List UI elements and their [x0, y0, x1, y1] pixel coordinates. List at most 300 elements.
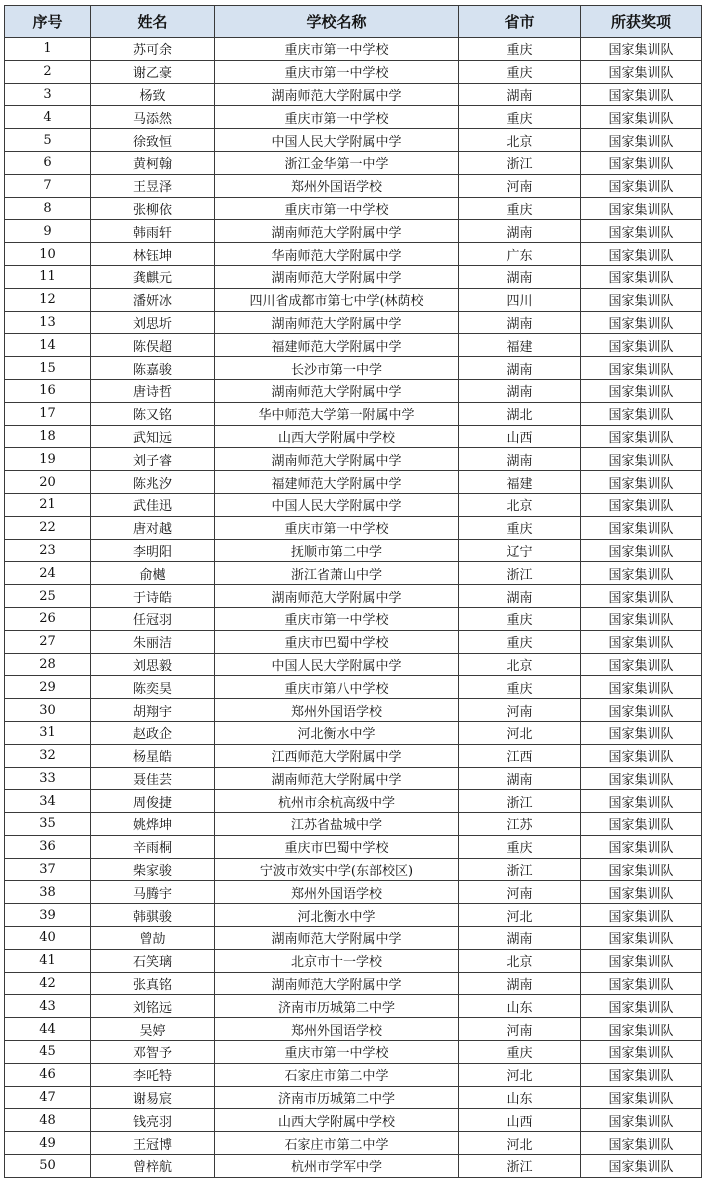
table-row: [5, 425, 702, 448]
cell-name: 聂佳芸: [91, 767, 215, 790]
cell-index: 16: [5, 379, 91, 402]
cell-name: 潘妍冰: [91, 288, 215, 311]
cell-name: 张真铭: [91, 972, 215, 995]
cell-index: 29: [5, 676, 91, 699]
cell-award: 国家集训队: [581, 1155, 702, 1178]
cell-school: 浙江省萧山中学: [215, 562, 459, 585]
cell-name: 钱亮羽: [91, 1109, 215, 1132]
table-row: [5, 1109, 702, 1132]
cell-award: 国家集训队: [581, 1132, 702, 1155]
cell-award: 国家集训队: [581, 585, 702, 608]
table-row: [5, 357, 702, 380]
table-row: [5, 1041, 702, 1064]
cell-award: 国家集训队: [581, 1109, 702, 1132]
cell-index: 19: [5, 448, 91, 471]
cell-name: 马添然: [91, 106, 215, 129]
cell-index: 26: [5, 607, 91, 630]
table-row: [5, 60, 702, 83]
cell-school: 重庆市第一中学校: [215, 106, 459, 129]
cell-school: 湖南师范大学附属中学: [215, 448, 459, 471]
cell-name: 谢乙豪: [91, 60, 215, 83]
cell-index: 43: [5, 995, 91, 1018]
table-body: [5, 38, 702, 1178]
table-row: [5, 220, 702, 243]
header-row: [5, 6, 702, 38]
cell-school: 抚顺市第二中学: [215, 539, 459, 562]
cell-province: 河南: [459, 1018, 581, 1041]
table-header: [5, 6, 702, 38]
cell-name: 张柳依: [91, 197, 215, 220]
cell-school: 郑州外国语学校: [215, 881, 459, 904]
cell-name: 吴婷: [91, 1018, 215, 1041]
cell-index: 10: [5, 243, 91, 266]
cell-province: 山东: [459, 1086, 581, 1109]
cell-province: 重庆: [459, 197, 581, 220]
cell-name: 刘思毅: [91, 653, 215, 676]
cell-index: 39: [5, 904, 91, 927]
cell-index: 25: [5, 585, 91, 608]
table-row: [5, 379, 702, 402]
cell-award: 国家集训队: [581, 1041, 702, 1064]
cell-name: 马腾宇: [91, 881, 215, 904]
header-index: 序号: [5, 6, 91, 38]
cell-province: 湖北: [459, 402, 581, 425]
cell-name: 周俊捷: [91, 790, 215, 813]
cell-name: 陈嘉骏: [91, 357, 215, 380]
cell-province: 北京: [459, 949, 581, 972]
cell-index: 41: [5, 949, 91, 972]
cell-school: 山西大学附属中学校: [215, 1109, 459, 1132]
cell-award: 国家集训队: [581, 949, 702, 972]
cell-school: 湖南师范大学附属中学: [215, 379, 459, 402]
table-row: [5, 790, 702, 813]
cell-name: 刘铭远: [91, 995, 215, 1018]
cell-school: 重庆市巴蜀中学校: [215, 835, 459, 858]
table-row: [5, 311, 702, 334]
cell-award: 国家集训队: [581, 767, 702, 790]
cell-index: 47: [5, 1086, 91, 1109]
cell-province: 重庆: [459, 106, 581, 129]
cell-school: 北京市十一学校: [215, 949, 459, 972]
cell-school: 湖南师范大学附属中学: [215, 972, 459, 995]
cell-name: 辛雨桐: [91, 835, 215, 858]
award-list-table: [4, 5, 702, 1178]
cell-school: 山西大学附属中学校: [215, 425, 459, 448]
cell-name: 李吒特: [91, 1063, 215, 1086]
table-row: [5, 767, 702, 790]
cell-province: 重庆: [459, 60, 581, 83]
cell-province: 湖南: [459, 927, 581, 950]
cell-index: 20: [5, 471, 91, 494]
cell-index: 46: [5, 1063, 91, 1086]
cell-index: 36: [5, 835, 91, 858]
cell-province: 重庆: [459, 38, 581, 61]
table-row: [5, 562, 702, 585]
cell-index: 48: [5, 1109, 91, 1132]
cell-index: 34: [5, 790, 91, 813]
cell-province: 北京: [459, 493, 581, 516]
cell-award: 国家集训队: [581, 129, 702, 152]
cell-school: 湖南师范大学附属中学: [215, 927, 459, 950]
cell-index: 31: [5, 721, 91, 744]
cell-award: 国家集训队: [581, 653, 702, 676]
cell-name: 韩骐骏: [91, 904, 215, 927]
cell-index: 22: [5, 516, 91, 539]
cell-name: 曾梓航: [91, 1155, 215, 1178]
cell-index: 5: [5, 129, 91, 152]
cell-index: 30: [5, 699, 91, 722]
table-row: [5, 653, 702, 676]
cell-name: 朱丽洁: [91, 630, 215, 653]
cell-name: 任冠羽: [91, 607, 215, 630]
cell-name: 曾劼: [91, 927, 215, 950]
cell-index: 45: [5, 1041, 91, 1064]
table-row: [5, 493, 702, 516]
cell-award: 国家集训队: [581, 357, 702, 380]
cell-award: 国家集训队: [581, 516, 702, 539]
cell-province: 浙江: [459, 562, 581, 585]
cell-name: 赵政企: [91, 721, 215, 744]
award-list-table-container: [4, 5, 702, 1178]
cell-school: 长沙市第一中学: [215, 357, 459, 380]
cell-province: 河北: [459, 1132, 581, 1155]
cell-school: 河北衡水中学: [215, 721, 459, 744]
cell-province: 福建: [459, 334, 581, 357]
table-row: [5, 448, 702, 471]
cell-school: 福建师范大学附属中学: [215, 471, 459, 494]
table-row: [5, 1155, 702, 1178]
cell-province: 重庆: [459, 607, 581, 630]
cell-name: 王昱泽: [91, 174, 215, 197]
table-row: [5, 1018, 702, 1041]
cell-province: 河北: [459, 1063, 581, 1086]
cell-province: 山西: [459, 425, 581, 448]
table-row: [5, 243, 702, 266]
table-row: [5, 699, 702, 722]
cell-province: 浙江: [459, 151, 581, 174]
cell-index: 24: [5, 562, 91, 585]
table-row: [5, 288, 702, 311]
cell-school: 中国人民大学附属中学: [215, 493, 459, 516]
cell-school: 宁波市效实中学(东部校区): [215, 858, 459, 881]
cell-name: 武知远: [91, 425, 215, 448]
cell-index: 23: [5, 539, 91, 562]
cell-index: 49: [5, 1132, 91, 1155]
table-row: [5, 995, 702, 1018]
cell-school: 重庆市第一中学校: [215, 38, 459, 61]
cell-name: 姚烨坤: [91, 813, 215, 836]
cell-province: 重庆: [459, 516, 581, 539]
cell-award: 国家集训队: [581, 38, 702, 61]
cell-school: 郑州外国语学校: [215, 1018, 459, 1041]
cell-award: 国家集训队: [581, 379, 702, 402]
cell-name: 胡翔宇: [91, 699, 215, 722]
cell-name: 石笑璃: [91, 949, 215, 972]
cell-province: 辽宁: [459, 539, 581, 562]
cell-award: 国家集训队: [581, 151, 702, 174]
table-row: [5, 858, 702, 881]
cell-province: 山西: [459, 1109, 581, 1132]
cell-award: 国家集训队: [581, 243, 702, 266]
table-row: [5, 904, 702, 927]
cell-province: 浙江: [459, 1155, 581, 1178]
cell-province: 广东: [459, 243, 581, 266]
cell-school: 江西师范大学附属中学: [215, 744, 459, 767]
table-row: [5, 471, 702, 494]
cell-index: 21: [5, 493, 91, 516]
cell-award: 国家集训队: [581, 197, 702, 220]
cell-award: 国家集训队: [581, 334, 702, 357]
cell-school: 福建师范大学附属中学: [215, 334, 459, 357]
cell-award: 国家集训队: [581, 744, 702, 767]
cell-school: 重庆市第一中学校: [215, 1041, 459, 1064]
cell-name: 刘思圻: [91, 311, 215, 334]
cell-province: 湖南: [459, 379, 581, 402]
cell-province: 湖南: [459, 585, 581, 608]
cell-award: 国家集训队: [581, 676, 702, 699]
cell-award: 国家集训队: [581, 562, 702, 585]
cell-province: 山东: [459, 995, 581, 1018]
table-row: [5, 174, 702, 197]
cell-name: 苏可余: [91, 38, 215, 61]
cell-award: 国家集训队: [581, 813, 702, 836]
cell-index: 7: [5, 174, 91, 197]
cell-school: 重庆市巴蜀中学校: [215, 630, 459, 653]
header-school: 学校名称: [215, 6, 459, 38]
table-row: [5, 927, 702, 950]
cell-school: 重庆市第一中学校: [215, 607, 459, 630]
table-row: [5, 607, 702, 630]
table-row: [5, 197, 702, 220]
cell-province: 河南: [459, 699, 581, 722]
table-row: [5, 1063, 702, 1086]
cell-province: 重庆: [459, 630, 581, 653]
table-row: [5, 106, 702, 129]
cell-index: 42: [5, 972, 91, 995]
cell-name: 邓智予: [91, 1041, 215, 1064]
cell-award: 国家集训队: [581, 1063, 702, 1086]
cell-award: 国家集训队: [581, 83, 702, 106]
cell-index: 4: [5, 106, 91, 129]
cell-index: 38: [5, 881, 91, 904]
cell-name: 于诗皓: [91, 585, 215, 608]
cell-school: 重庆市第一中学校: [215, 197, 459, 220]
cell-name: 陈俣超: [91, 334, 215, 357]
table-row: [5, 676, 702, 699]
cell-school: 湖南师范大学附属中学: [215, 265, 459, 288]
cell-province: 湖南: [459, 448, 581, 471]
cell-award: 国家集训队: [581, 927, 702, 950]
table-row: [5, 402, 702, 425]
cell-index: 2: [5, 60, 91, 83]
table-row: [5, 744, 702, 767]
table-row: [5, 38, 702, 61]
cell-award: 国家集训队: [581, 858, 702, 881]
cell-province: 重庆: [459, 676, 581, 699]
cell-school: 中国人民大学附属中学: [215, 129, 459, 152]
cell-award: 国家集训队: [581, 106, 702, 129]
cell-province: 四川: [459, 288, 581, 311]
cell-index: 11: [5, 265, 91, 288]
table-row: [5, 881, 702, 904]
cell-school: 郑州外国语学校: [215, 174, 459, 197]
cell-award: 国家集训队: [581, 835, 702, 858]
cell-index: 37: [5, 858, 91, 881]
cell-index: 9: [5, 220, 91, 243]
cell-province: 湖南: [459, 220, 581, 243]
cell-name: 刘子睿: [91, 448, 215, 471]
cell-name: 陈奕昊: [91, 676, 215, 699]
cell-index: 18: [5, 425, 91, 448]
cell-index: 15: [5, 357, 91, 380]
cell-school: 济南市历城第二中学: [215, 1086, 459, 1109]
cell-name: 韩雨轩: [91, 220, 215, 243]
cell-province: 河北: [459, 721, 581, 744]
table-row: [5, 129, 702, 152]
cell-award: 国家集训队: [581, 448, 702, 471]
table-row: [5, 83, 702, 106]
cell-name: 李明阳: [91, 539, 215, 562]
cell-name: 林钰坤: [91, 243, 215, 266]
cell-index: 3: [5, 83, 91, 106]
cell-award: 国家集训队: [581, 60, 702, 83]
table-row: [5, 835, 702, 858]
cell-school: 重庆市第一中学校: [215, 60, 459, 83]
table-row: [5, 151, 702, 174]
cell-name: 杨星皓: [91, 744, 215, 767]
cell-award: 国家集训队: [581, 288, 702, 311]
cell-school: 华中师范大学第一附属中学: [215, 402, 459, 425]
cell-award: 国家集训队: [581, 995, 702, 1018]
table-row: [5, 721, 702, 744]
table-row: [5, 949, 702, 972]
cell-province: 河北: [459, 904, 581, 927]
cell-index: 27: [5, 630, 91, 653]
cell-province: 湖南: [459, 311, 581, 334]
cell-school: 杭州市学军中学: [215, 1155, 459, 1178]
cell-award: 国家集训队: [581, 1018, 702, 1041]
table-row: [5, 1086, 702, 1109]
cell-index: 17: [5, 402, 91, 425]
cell-school: 江苏省盐城中学: [215, 813, 459, 836]
cell-school: 华南师范大学附属中学: [215, 243, 459, 266]
cell-award: 国家集训队: [581, 607, 702, 630]
table-row: [5, 813, 702, 836]
cell-name: 黄柯翰: [91, 151, 215, 174]
cell-name: 徐致恒: [91, 129, 215, 152]
table-row: [5, 972, 702, 995]
cell-name: 武佳迅: [91, 493, 215, 516]
cell-province: 重庆: [459, 835, 581, 858]
cell-index: 14: [5, 334, 91, 357]
cell-index: 40: [5, 927, 91, 950]
cell-name: 俞樾: [91, 562, 215, 585]
table-row: [5, 516, 702, 539]
cell-index: 6: [5, 151, 91, 174]
cell-school: 石家庄市第二中学: [215, 1063, 459, 1086]
cell-name: 陈兆汐: [91, 471, 215, 494]
cell-award: 国家集训队: [581, 402, 702, 425]
cell-school: 郑州外国语学校: [215, 699, 459, 722]
cell-school: 四川省成都市第七中学(林荫校: [215, 288, 459, 311]
cell-award: 国家集训队: [581, 220, 702, 243]
cell-award: 国家集训队: [581, 493, 702, 516]
cell-school: 湖南师范大学附属中学: [215, 311, 459, 334]
cell-province: 江苏: [459, 813, 581, 836]
cell-school: 湖南师范大学附属中学: [215, 220, 459, 243]
cell-award: 国家集训队: [581, 904, 702, 927]
cell-province: 湖南: [459, 972, 581, 995]
cell-school: 石家庄市第二中学: [215, 1132, 459, 1155]
cell-index: 12: [5, 288, 91, 311]
cell-name: 唐诗哲: [91, 379, 215, 402]
cell-award: 国家集训队: [581, 721, 702, 744]
cell-school: 中国人民大学附属中学: [215, 653, 459, 676]
cell-school: 湖南师范大学附属中学: [215, 83, 459, 106]
cell-index: 33: [5, 767, 91, 790]
cell-award: 国家集训队: [581, 630, 702, 653]
cell-award: 国家集训队: [581, 174, 702, 197]
cell-province: 福建: [459, 471, 581, 494]
table-row: [5, 1132, 702, 1155]
cell-index: 44: [5, 1018, 91, 1041]
cell-award: 国家集训队: [581, 311, 702, 334]
header-name: 姓名: [91, 6, 215, 38]
cell-award: 国家集训队: [581, 881, 702, 904]
cell-school: 重庆市第八中学校: [215, 676, 459, 699]
cell-index: 50: [5, 1155, 91, 1178]
table-row: [5, 334, 702, 357]
cell-school: 浙江金华第一中学: [215, 151, 459, 174]
cell-index: 13: [5, 311, 91, 334]
cell-index: 35: [5, 813, 91, 836]
cell-award: 国家集训队: [581, 699, 702, 722]
cell-name: 杨致: [91, 83, 215, 106]
cell-name: 谢易宸: [91, 1086, 215, 1109]
table-row: [5, 265, 702, 288]
cell-province: 重庆: [459, 1041, 581, 1064]
header-province: 省市: [459, 6, 581, 38]
header-award: 所获奖项: [581, 6, 702, 38]
cell-award: 国家集训队: [581, 972, 702, 995]
cell-province: 湖南: [459, 767, 581, 790]
cell-award: 国家集训队: [581, 265, 702, 288]
cell-award: 国家集训队: [581, 471, 702, 494]
cell-school: 湖南师范大学附属中学: [215, 585, 459, 608]
cell-name: 陈又铭: [91, 402, 215, 425]
cell-school: 济南市历城第二中学: [215, 995, 459, 1018]
cell-name: 龚麒元: [91, 265, 215, 288]
cell-award: 国家集训队: [581, 1086, 702, 1109]
cell-name: 柴家骏: [91, 858, 215, 881]
cell-province: 北京: [459, 129, 581, 152]
cell-school: 湖南师范大学附属中学: [215, 767, 459, 790]
cell-province: 湖南: [459, 357, 581, 380]
cell-index: 32: [5, 744, 91, 767]
cell-award: 国家集训队: [581, 425, 702, 448]
cell-province: 江西: [459, 744, 581, 767]
cell-index: 1: [5, 38, 91, 61]
cell-province: 河南: [459, 174, 581, 197]
cell-school: 杭州市余杭高级中学: [215, 790, 459, 813]
cell-school: 重庆市第一中学校: [215, 516, 459, 539]
table-row: [5, 585, 702, 608]
cell-province: 浙江: [459, 790, 581, 813]
cell-name: 王冠博: [91, 1132, 215, 1155]
cell-award: 国家集训队: [581, 790, 702, 813]
cell-school: 河北衡水中学: [215, 904, 459, 927]
table-row: [5, 630, 702, 653]
